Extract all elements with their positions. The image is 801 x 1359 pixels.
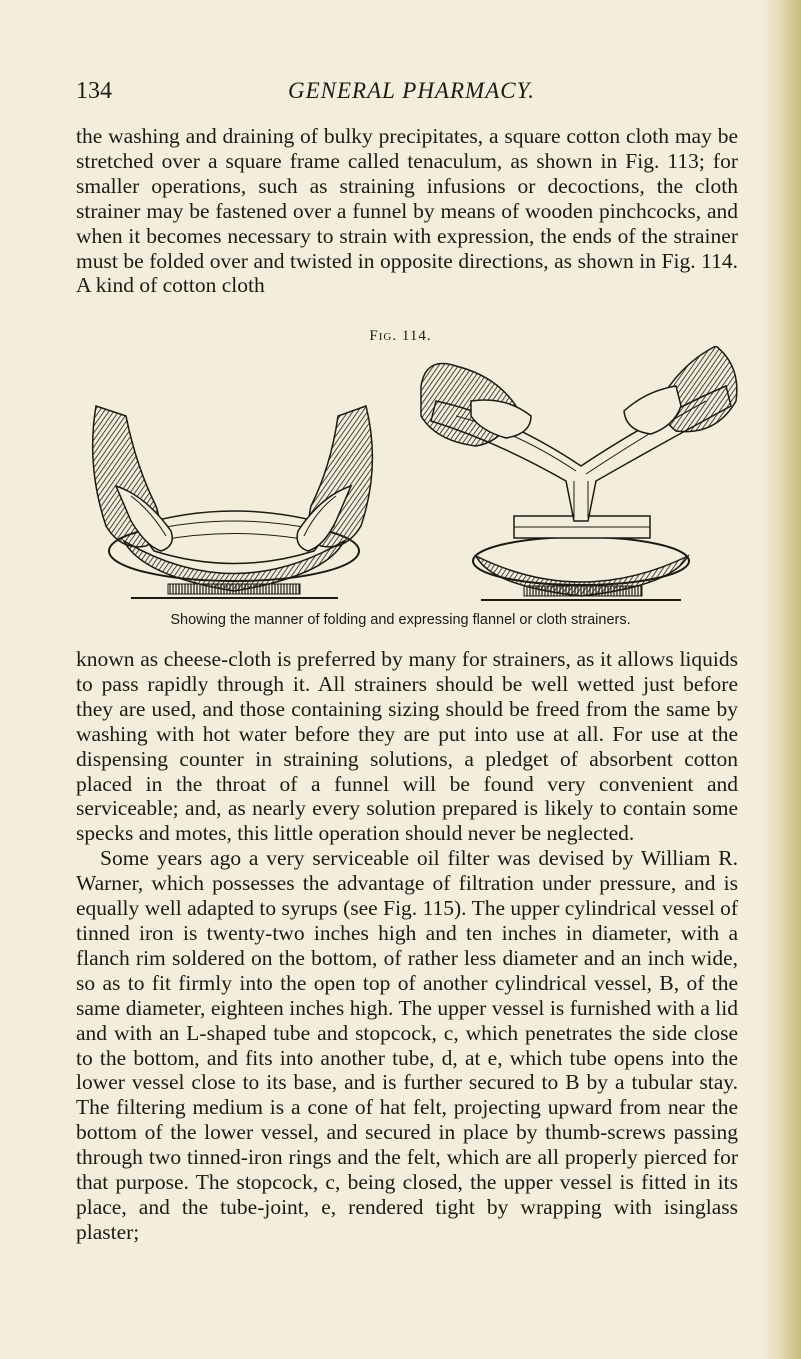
- running-head: GENERAL PHARMACY.: [288, 78, 536, 103]
- page-header: [76, 78, 736, 110]
- body-text-bottom: [76, 647, 738, 1245]
- paragraph: Some years ago a very serviceable oil filter was devised by William R. Warner, which possesses the advantage of filtration under pressure, and is equally well adapted to syrups (see Fig. 115). The upper cylindrical vessel of tinned iron is twenty-two inches high and ten inches in diameter, with a flanch rim soldered on the bottom, of rather less diameter and an inch wide, so as to fit firmly into the open top of another cylindrical vessel, B, of the same diameter, eighteen inches high. The upper vessel is furnished with a lid and with an L-shaped tube and stopcock, c, which penetrates the side close to the bottom, and fits into another tube, d, at e, which tube opens into the lower vessel close to its base, and is further secured to B by a tubular stay. The filtering medium is a cone of hat felt, projecting upward from near the bottom of the lower vessel, and secured in place by thumb-screws passing through two tinned-iron rings and the felt, which are all properly pierced for that purpose. The stopcock, c, being closed, the upper vessel is fitted in its place, and the tube-joint, e, rendered tight by wrapping with isinglass plaster;: [76, 846, 738, 1244]
- right-basin: [473, 516, 689, 600]
- right-hand-right: [624, 346, 737, 434]
- paragraph: known as cheese-cloth is preferred by many for strainers, as it allows liquids to pass rapidly through it. All strainers should be well wetted just before they are used, and those containing sizing should be freed from the same by washing with hot water before they are put into use at all. For use at the dispensing counter in straining solutions, a pledget of absorbent cotton placed in the throat of a funnel will be found very convenient and serviceable; and, as nearly every solution prepared is likely to contain some specks and motes, this little operation should never be neglected.: [76, 647, 738, 846]
- body-text-top: [76, 124, 738, 298]
- left-hand-left: [93, 406, 173, 551]
- left-hand-right: [297, 406, 372, 551]
- right-hand-left: [421, 364, 531, 447]
- figure-label: Fig. 114.: [369, 328, 432, 344]
- figure-illustration: [76, 346, 738, 608]
- figure-caption: Showing the manner of folding and expressing flannel or cloth strainers.: [170, 612, 631, 628]
- paragraph: the washing and draining of bulky precipitates, a square cotton cloth may be stretched over a square frame called tenaculum, as shown in Fig. 113; for smaller operations, such as straining infusions or decoctions, the cloth strainer may be fastened over a funnel by means of wooden pinchcocks, and when it becomes necessary to strain with expression, the ends of the strainer must be folded over and twisted in opposite directions, as shown in Fig. 114. A kind of cotton cloth: [76, 124, 738, 298]
- page-number: 134: [76, 78, 112, 104]
- page-edge-shadow: [761, 0, 801, 1359]
